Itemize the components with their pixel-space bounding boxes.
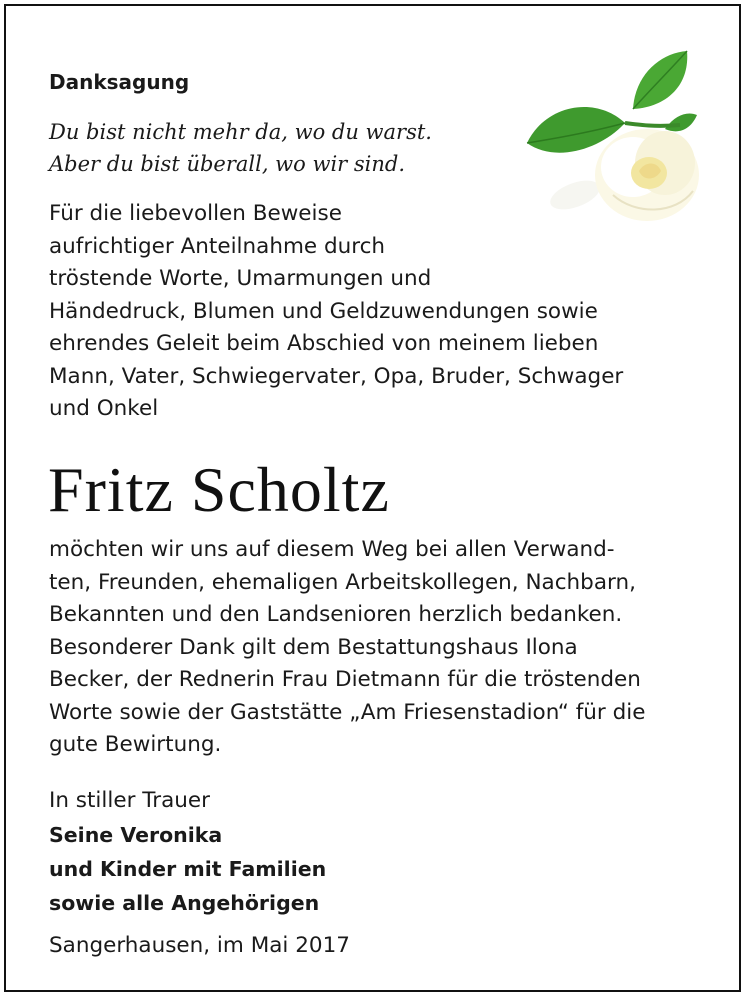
thanks-line: Worte sowie der Gaststätte „Am Friesenstadion“ für die <box>49 699 646 725</box>
notice-heading: Danksagung <box>49 70 190 94</box>
thanks-paragraph <box>49 534 645 762</box>
thanks-line: möchten wir uns auf diesem Weg bei allen Verwand- <box>49 537 615 562</box>
quote-line-2: Aber du bist überall, wo wir sind. <box>49 152 406 176</box>
intro-line: Händedruck, Blumen und Geldzuwendungen sowie <box>49 298 598 324</box>
quote-line-1: Du bist nicht mehr da, wo du warst. <box>49 120 432 144</box>
intro-paragraph <box>49 198 623 426</box>
thanks-line: gute Bewirtung. <box>49 732 222 757</box>
place-date: Sangerhausen, im Mai 2017 <box>49 933 350 958</box>
signature-name: und Kinder mit Familien <box>49 857 327 881</box>
intro-line: ehrendes Geleit beim Abschied von meinem lieben <box>49 331 599 356</box>
thanks-line: ten, Freunden, ehemaligen Arbeitskollegen, Nachbarn, <box>49 569 636 595</box>
thanks-line: Becker, der Rednerin Frau Dietmann für die tröstenden <box>49 667 641 692</box>
thanks-line: Bekannten und den Landsenioren herzlich bedanken. <box>49 602 623 627</box>
intro-line: aufrichtiger Anteilnahme durch <box>49 233 386 259</box>
signature-name: Seine Veronika <box>49 823 223 847</box>
signature-name: sowie alle Angehörigen <box>49 891 320 915</box>
deceased-name: Fritz Scholtz <box>48 454 390 525</box>
memorial-quote <box>49 116 432 180</box>
thanks-line: Besonderer Dank gilt dem Bestattungshaus Ilona <box>49 634 578 660</box>
signature-intro: In stiller Trauer <box>49 788 210 813</box>
signature-names <box>49 818 326 920</box>
intro-line: Für die liebevollen Beweise <box>49 201 342 226</box>
intro-line: Mann, Vater, Schwiegervater, Opa, Bruder, Schwager <box>49 363 624 389</box>
intro-line: tröstende Worte, Umarmungen und <box>49 266 432 291</box>
intro-line: und Onkel <box>49 396 159 421</box>
